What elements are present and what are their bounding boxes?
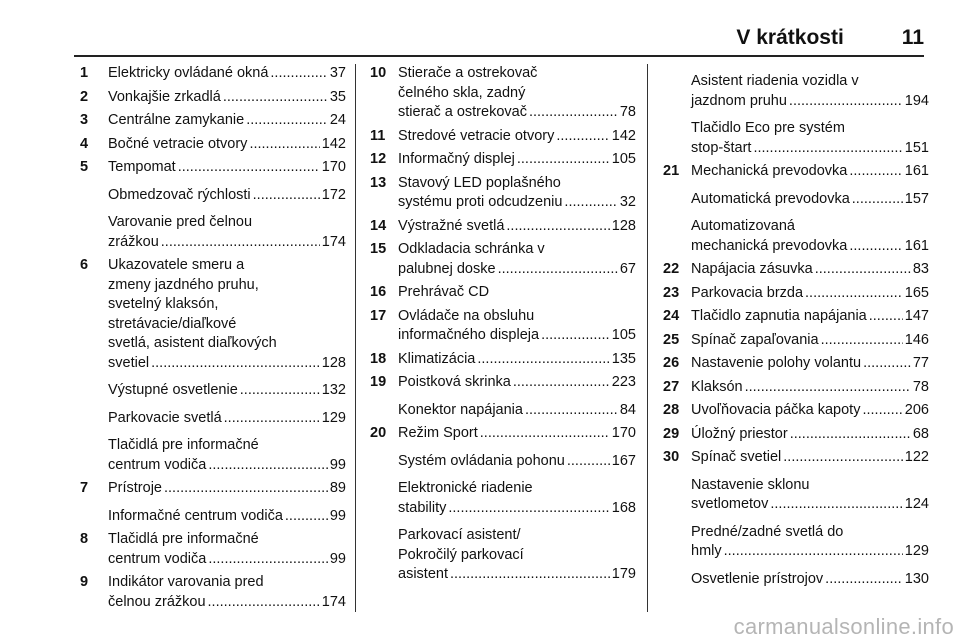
entry-text: Tlačidlo Eco pre systém bbox=[691, 120, 845, 136]
index-entry bbox=[370, 283, 636, 303]
entry-text: Odkladacia schránka v bbox=[398, 241, 545, 257]
entry-text: informačného displeja bbox=[398, 327, 540, 343]
dot-leader bbox=[852, 190, 903, 210]
dot-leader bbox=[790, 425, 911, 445]
entry-text: svetlá, asistent diaľkových bbox=[108, 335, 277, 351]
index-entry bbox=[80, 135, 346, 155]
entry-text: centrum vodiča bbox=[108, 550, 207, 567]
item-number: 21 bbox=[663, 163, 680, 179]
item-number bbox=[80, 213, 108, 252]
page-reference[interactable]: 206 bbox=[904, 402, 929, 418]
entry-text: Elektricky ovládané okná bbox=[108, 65, 269, 81]
entry-text: Informačné centrum vodiča bbox=[108, 507, 283, 524]
index-entry bbox=[370, 307, 636, 346]
index-entry bbox=[370, 350, 636, 370]
page-reference[interactable]: 170 bbox=[321, 159, 346, 175]
entry-text: mechanická prevodovka bbox=[691, 237, 848, 254]
index-entry bbox=[663, 425, 929, 445]
entry-text: Ukazovatele smeru a bbox=[108, 257, 245, 273]
entry-text: Stavový LED poplašného bbox=[398, 174, 561, 191]
watermark: carmanualsonline.info bbox=[733, 614, 954, 639]
dot-leader bbox=[249, 135, 319, 155]
dot-leader bbox=[480, 424, 610, 444]
dot-leader bbox=[805, 284, 903, 304]
page-reference[interactable]: 167 bbox=[611, 452, 636, 469]
index-entry bbox=[370, 127, 636, 147]
index-entry bbox=[663, 162, 929, 182]
page-reference[interactable]: 174 bbox=[321, 593, 346, 610]
entry-text: Úložný priestor bbox=[691, 425, 788, 442]
dot-leader bbox=[208, 456, 328, 476]
dot-leader bbox=[224, 409, 320, 429]
page-reference[interactable]: 89 bbox=[329, 480, 346, 496]
page-reference[interactable]: 99 bbox=[329, 507, 346, 524]
dot-leader bbox=[825, 570, 903, 590]
entry-text: Nastavenie polohy volantu bbox=[691, 355, 862, 371]
page-reference[interactable]: 37 bbox=[329, 65, 346, 81]
entry-text: Informačný displej bbox=[398, 151, 515, 167]
dot-leader bbox=[208, 550, 328, 570]
dot-leader bbox=[450, 565, 610, 585]
dot-leader bbox=[517, 150, 610, 170]
index-entry bbox=[663, 570, 929, 590]
item-number: 5 bbox=[80, 159, 89, 175]
item-number: 26 bbox=[663, 355, 680, 371]
item-number: 16 bbox=[370, 284, 387, 300]
page-reference[interactable]: 32 bbox=[619, 194, 636, 210]
index-entry bbox=[80, 479, 346, 499]
index-entry bbox=[663, 284, 929, 304]
page-reference[interactable]: 77 bbox=[912, 355, 929, 371]
index-entry bbox=[663, 72, 929, 111]
entry-text: Klaksón bbox=[691, 378, 743, 395]
page-reference[interactable]: 142 bbox=[321, 135, 346, 152]
index-entry bbox=[370, 174, 636, 213]
dot-leader bbox=[863, 354, 911, 374]
index-entry bbox=[370, 452, 636, 472]
page-reference[interactable]: 161 bbox=[904, 237, 929, 254]
item-number: 28 bbox=[663, 402, 680, 418]
item-number: 9 bbox=[80, 574, 89, 590]
index-entry bbox=[370, 424, 636, 444]
page-reference[interactable]: 179 bbox=[611, 566, 636, 582]
dot-leader bbox=[270, 64, 327, 84]
item-number: 10 bbox=[370, 65, 387, 81]
item-number: 23 bbox=[663, 284, 680, 301]
entry-text: čelného skla, zadný bbox=[398, 84, 526, 101]
index-entry bbox=[370, 373, 636, 393]
item-number: 30 bbox=[663, 449, 680, 465]
dot-leader bbox=[564, 193, 617, 213]
page-reference[interactable]: 132 bbox=[321, 382, 346, 398]
index-entry bbox=[80, 186, 346, 206]
item-number bbox=[370, 401, 398, 421]
entry-text: Tlačidlá pre informačné bbox=[108, 531, 259, 547]
entry-text: Poistková skrinka bbox=[398, 374, 511, 390]
entry-text: Pokročilý parkovací bbox=[398, 546, 524, 563]
page-reference[interactable]: 128 bbox=[321, 354, 346, 371]
item-number: 14 bbox=[370, 217, 387, 234]
entry-text: palubnej doske bbox=[398, 260, 496, 277]
entry-text: systému proti odcudzeniu bbox=[398, 194, 563, 210]
item-number bbox=[663, 570, 691, 590]
page-reference[interactable]: 83 bbox=[912, 261, 929, 277]
page-reference[interactable]: 174 bbox=[321, 233, 346, 250]
entry-text: Centrálne zamykanie bbox=[108, 112, 245, 128]
page-reference[interactable]: 68 bbox=[912, 425, 929, 442]
index-entry bbox=[80, 213, 346, 252]
dot-leader bbox=[498, 260, 618, 280]
index-entry bbox=[663, 448, 929, 468]
header-rule bbox=[74, 55, 924, 57]
page-reference[interactable]: 147 bbox=[904, 308, 929, 324]
dot-leader bbox=[164, 479, 328, 499]
index-column-2 bbox=[370, 64, 636, 589]
dot-leader bbox=[541, 326, 610, 346]
item-number: 17 bbox=[370, 307, 387, 324]
dot-leader bbox=[862, 401, 902, 421]
column-divider bbox=[355, 64, 356, 612]
entry-text: Obmedzovač rýchlosti bbox=[108, 186, 251, 203]
item-number bbox=[663, 523, 691, 562]
page-reference[interactable]: 170 bbox=[611, 425, 636, 441]
entry-text: Spínač svetiel bbox=[691, 449, 782, 465]
entry-text: stierač a ostrekovač bbox=[398, 104, 527, 120]
item-number: 27 bbox=[663, 378, 680, 395]
page-title: V krátkosti bbox=[736, 26, 844, 49]
entry-text: Predné/zadné svetlá do bbox=[691, 523, 844, 540]
index-entry bbox=[80, 409, 346, 429]
entry-text: Stredové vetracie otvory bbox=[398, 127, 555, 144]
dot-leader bbox=[513, 373, 610, 393]
index-entry bbox=[663, 476, 929, 515]
dot-leader bbox=[529, 103, 618, 123]
entry-text: Automatická prevodovka bbox=[691, 190, 850, 207]
page-reference[interactable]: 24 bbox=[329, 112, 346, 128]
item-number: 1 bbox=[80, 65, 89, 81]
dot-leader bbox=[815, 260, 911, 280]
entry-text: Režim Sport bbox=[398, 425, 478, 441]
entry-text: Indikátor varovania pred bbox=[108, 574, 264, 590]
page-reference[interactable]: 161 bbox=[904, 163, 929, 179]
entry-text: Klimatizácia bbox=[398, 350, 476, 367]
entry-text: Tlačidlo zapnutia napájania bbox=[691, 308, 867, 324]
index-entry bbox=[370, 401, 636, 421]
index-entry bbox=[80, 111, 346, 131]
dot-leader bbox=[223, 88, 328, 108]
index-entry bbox=[370, 526, 636, 585]
item-number bbox=[663, 476, 691, 515]
entry-text: centrum vodiča bbox=[108, 456, 207, 473]
dot-leader bbox=[821, 331, 903, 351]
entry-text: Prehrávač CD bbox=[398, 284, 490, 300]
dot-leader bbox=[506, 217, 609, 237]
entry-text: stop-štart bbox=[691, 139, 752, 156]
index-entry bbox=[370, 150, 636, 170]
page-reference[interactable]: 142 bbox=[611, 127, 636, 144]
column-divider bbox=[647, 64, 648, 612]
page-reference[interactable]: 165 bbox=[904, 284, 929, 301]
entry-text: svetlometov bbox=[691, 496, 769, 512]
page-reference[interactable]: 157 bbox=[904, 190, 929, 207]
page-reference[interactable]: 122 bbox=[904, 449, 929, 465]
item-number: 15 bbox=[370, 241, 387, 257]
page-number: 11 bbox=[901, 26, 924, 49]
item-number bbox=[663, 119, 691, 158]
entry-text: Výstražné svetlá bbox=[398, 217, 505, 234]
page-reference[interactable]: 135 bbox=[611, 350, 636, 367]
item-number: 13 bbox=[370, 174, 387, 191]
entry-text: Automatizovaná bbox=[691, 218, 795, 234]
index-entry bbox=[80, 256, 346, 373]
item-number: 2 bbox=[80, 88, 89, 105]
page-reference[interactable]: 223 bbox=[611, 374, 636, 390]
dot-leader bbox=[448, 499, 609, 519]
page-reference[interactable]: 129 bbox=[321, 409, 346, 426]
index-entry bbox=[663, 119, 929, 158]
index-entry bbox=[80, 436, 346, 475]
index-entry bbox=[80, 88, 346, 108]
page-reference[interactable]: 99 bbox=[329, 456, 346, 473]
dot-leader bbox=[208, 593, 320, 613]
item-number: 11 bbox=[370, 127, 386, 144]
dot-leader bbox=[869, 307, 903, 327]
entry-text: Nastavenie sklonu bbox=[691, 476, 810, 493]
dot-leader bbox=[151, 354, 320, 374]
page-reference[interactable]: 78 bbox=[912, 378, 929, 395]
entry-text: Ovládače na obsluhu bbox=[398, 307, 535, 324]
dot-leader bbox=[161, 233, 320, 253]
page-reference[interactable]: 78 bbox=[619, 104, 636, 120]
entry-text: Výstupné osvetlenie bbox=[108, 382, 238, 398]
entry-text: Elektronické riadenie bbox=[398, 480, 533, 496]
entry-text: svetiel bbox=[108, 354, 150, 371]
item-number: 24 bbox=[663, 308, 680, 324]
index-entry bbox=[370, 240, 636, 279]
index-entry bbox=[370, 217, 636, 237]
index-entry bbox=[663, 378, 929, 398]
item-number bbox=[80, 186, 108, 206]
entry-text: Parkovacia brzda bbox=[691, 284, 804, 301]
item-number: 4 bbox=[80, 135, 89, 152]
index-entry bbox=[663, 354, 929, 374]
item-number: 29 bbox=[663, 425, 680, 442]
item-number: 22 bbox=[663, 261, 680, 277]
page-reference[interactable]: 130 bbox=[904, 570, 929, 587]
page-reference[interactable]: 129 bbox=[904, 543, 929, 559]
page-header bbox=[736, 26, 924, 50]
dot-leader bbox=[567, 452, 610, 472]
dot-leader bbox=[783, 448, 903, 468]
entry-text: jazdnom pruhu bbox=[691, 92, 787, 109]
entry-text: zrážkou bbox=[108, 233, 159, 250]
entry-text: čelnou zrážkou bbox=[108, 593, 206, 610]
index-entry bbox=[370, 479, 636, 518]
entry-text: Stierače a ostrekovač bbox=[398, 65, 538, 81]
entry-text: Bočné vetracie otvory bbox=[108, 135, 248, 152]
index-entry bbox=[80, 158, 346, 178]
page-reference[interactable]: 168 bbox=[611, 499, 636, 516]
item-number bbox=[370, 526, 398, 585]
item-number bbox=[663, 190, 691, 210]
dot-leader bbox=[253, 186, 320, 206]
index-entry bbox=[663, 523, 929, 562]
index-entry bbox=[80, 381, 346, 401]
entry-text: Mechanická prevodovka bbox=[691, 163, 848, 179]
index-entry bbox=[80, 64, 346, 84]
item-number bbox=[370, 452, 398, 472]
index-entry bbox=[663, 331, 929, 351]
item-number: 12 bbox=[370, 151, 387, 167]
dot-leader bbox=[556, 127, 609, 147]
entry-text: Napájacia zásuvka bbox=[691, 261, 813, 277]
index-entry bbox=[663, 260, 929, 280]
entry-text: asistent bbox=[398, 566, 448, 582]
index-entry bbox=[80, 530, 346, 569]
item-number: 3 bbox=[80, 112, 89, 128]
index-entry bbox=[80, 507, 346, 527]
entry-text: Tempomat bbox=[108, 159, 176, 175]
dot-leader bbox=[178, 158, 320, 178]
item-number bbox=[80, 381, 108, 401]
page-reference[interactable]: 35 bbox=[329, 88, 346, 105]
page-reference[interactable]: 194 bbox=[904, 92, 929, 109]
item-number: 19 bbox=[370, 374, 387, 390]
entry-text: Parkovací asistent/ bbox=[398, 527, 521, 543]
dot-leader bbox=[745, 378, 911, 398]
item-number bbox=[80, 409, 108, 429]
entry-text: Asistent riadenia vozidla v bbox=[691, 73, 859, 89]
entry-text: zmeny jazdného pruhu, bbox=[108, 276, 259, 293]
item-number: 7 bbox=[80, 480, 89, 496]
entry-text: svetelný klaksón, bbox=[108, 296, 219, 312]
entry-text: Systém ovládania pohonu bbox=[398, 452, 565, 469]
item-number: 18 bbox=[370, 350, 387, 367]
dot-leader bbox=[789, 92, 903, 112]
page-reference[interactable]: 151 bbox=[904, 139, 929, 156]
entry-text: Prístroje bbox=[108, 480, 162, 496]
page-reference[interactable]: 84 bbox=[619, 401, 636, 418]
item-number bbox=[663, 217, 691, 256]
item-number bbox=[370, 479, 398, 518]
entry-text: Uvoľňovacia páčka kapoty bbox=[691, 402, 861, 418]
item-number: 6 bbox=[80, 257, 89, 273]
page-reference[interactable]: 146 bbox=[904, 331, 929, 348]
index-entry bbox=[663, 307, 929, 327]
item-number: 20 bbox=[370, 425, 387, 441]
entry-text: Varovanie pred čelnou bbox=[108, 214, 253, 230]
page-reference[interactable]: 99 bbox=[329, 550, 346, 567]
page-reference[interactable]: 172 bbox=[321, 186, 346, 203]
item-number: 25 bbox=[663, 331, 680, 348]
index-entry bbox=[663, 217, 929, 256]
dot-leader bbox=[477, 350, 609, 370]
index-entry bbox=[370, 64, 636, 123]
dot-leader bbox=[753, 139, 902, 159]
dot-leader bbox=[770, 495, 902, 515]
entry-text: Tlačidlá pre informačné bbox=[108, 437, 259, 453]
entry-text: Parkovacie svetlá bbox=[108, 409, 222, 426]
page-reference[interactable]: 67 bbox=[619, 260, 636, 277]
page-reference[interactable]: 105 bbox=[611, 151, 636, 167]
page-reference[interactable]: 128 bbox=[611, 217, 636, 234]
index-entry bbox=[80, 573, 346, 612]
entry-text: Spínač zapaľovania bbox=[691, 331, 819, 348]
page-reference[interactable]: 105 bbox=[611, 327, 636, 343]
entry-text: Vonkajšie zrkadlá bbox=[108, 88, 221, 105]
page-reference[interactable]: 124 bbox=[904, 496, 929, 512]
entry-text: stretávacie/diaľkové bbox=[108, 315, 237, 332]
dot-leader bbox=[525, 401, 618, 421]
item-number bbox=[663, 72, 691, 111]
dot-leader bbox=[285, 507, 328, 527]
entry-text: Osvetlenie prístrojov bbox=[691, 570, 824, 587]
index-entry bbox=[663, 190, 929, 210]
entry-text: Konektor napájania bbox=[398, 401, 523, 418]
dot-leader bbox=[849, 162, 902, 182]
item-number: 8 bbox=[80, 531, 89, 547]
item-number bbox=[80, 507, 108, 527]
dot-leader bbox=[849, 237, 902, 257]
entry-text: stability bbox=[398, 499, 447, 516]
dot-leader bbox=[246, 111, 328, 131]
entry-text: hmly bbox=[691, 543, 722, 559]
dot-leader bbox=[724, 542, 903, 562]
index-column-3 bbox=[663, 64, 929, 593]
item-number bbox=[80, 436, 108, 475]
dot-leader bbox=[240, 381, 320, 401]
index-column-1 bbox=[80, 64, 346, 616]
index-entry bbox=[663, 401, 929, 421]
